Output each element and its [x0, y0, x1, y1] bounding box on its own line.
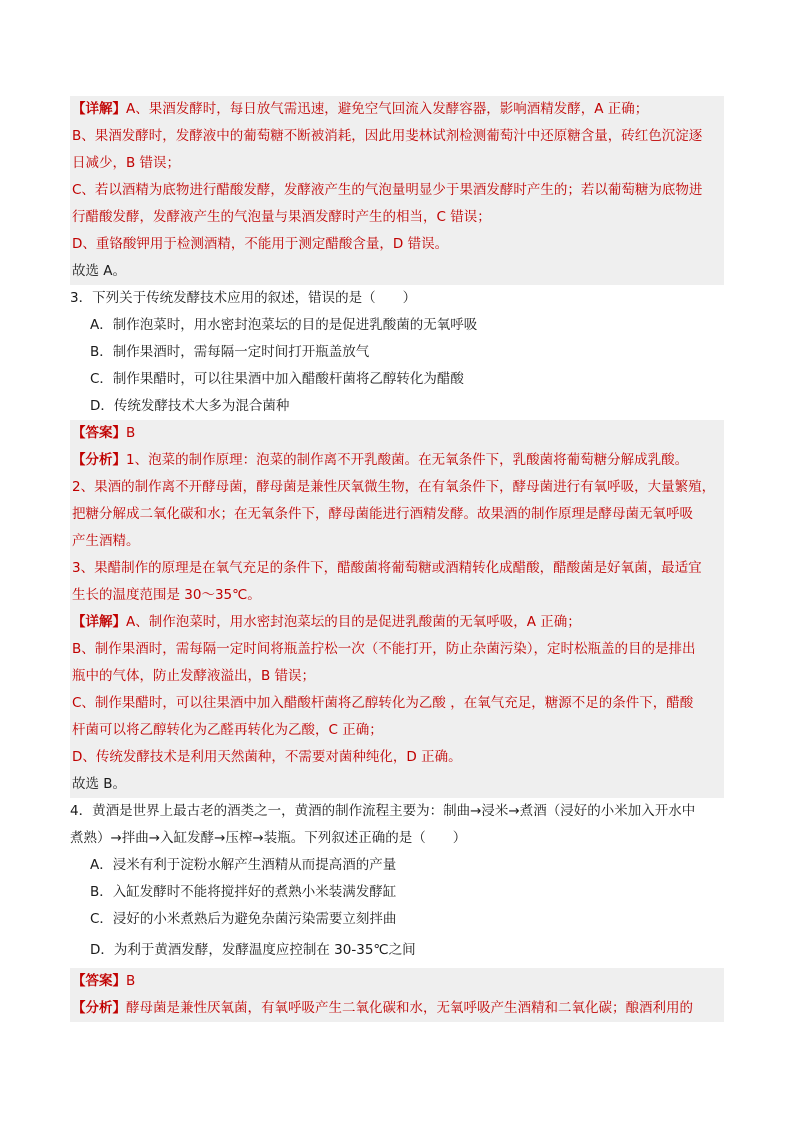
question-3: [70, 285, 724, 420]
detail-line: 【详解】A、果酒发酵时，每日放气需迅速，避免空气回流入发酵容器，影响酒精发酵，A 正确；: [72, 101, 649, 117]
detail-line: B、果酒发酵时，发酵液中的葡萄糖不断被消耗，因此用斐林试剂检测葡萄汁中还原糖含量，砖红色沉淀逐: [72, 128, 703, 144]
document-page: [70, 96, 724, 1022]
detail-line: B、制作果酒时，需每隔一定时间将瓶盖拧松一次（不能打开，防止杂菌污染），定时松瓶盖的目的是排出: [72, 641, 696, 657]
detail-line: D、重铬酸钾用于检测酒精，不能用于测定醋酸含量，D 错误。: [72, 236, 449, 252]
option-d: D．传统发酵技术大多为混合菌种: [90, 398, 290, 414]
conclusion-line: 故选 B。: [72, 776, 127, 792]
analysis-line: 生长的温度范围是 30～35℃。: [72, 587, 261, 603]
option-b: B．入缸发酵时不能将搅拌好的煮熟小米装满发酵缸: [90, 884, 397, 900]
option-a: A．浸米有利于淀粉水解产生酒精从而提高酒的产量: [90, 857, 397, 873]
detail-block-q2: [70, 96, 724, 285]
question-stem: 煮熟）→拌曲→入缸发酵→压榨→装瓶。下列叙述正确的是（ ）: [70, 830, 467, 846]
analysis-line: 产生酒精。: [72, 533, 140, 549]
detail-line: 【详解】A、制作泡菜时，用水密封泡菜坛的目的是促进乳酸菌的无氧呼吸，A 正确；: [72, 614, 581, 630]
detail-line: C、若以酒精为底物进行醋酸发酵，发酵液产生的气泡量明显少于果酒发酵时产生的；若以葡萄糖为底物进: [72, 182, 703, 198]
question-stem: 4．黄酒是世界上最古老的酒类之一，黄酒的制作流程主要为：制曲→浸米→煮酒（浸好的小米加入开水中: [70, 803, 696, 819]
detail-line: 行醋酸发酵，发酵液产生的气泡量与果酒发酵时产生的相当，C 错误；: [72, 209, 491, 225]
question-stem: 3．下列关于传统发酵技术应用的叙述，错误的是（ ）: [70, 290, 417, 306]
answer-line: 【答案】B: [72, 425, 136, 441]
detail-line: 瓶中的气体，防止发酵液溢出，B 错误；: [72, 668, 316, 684]
option-c: C．制作果醋时，可以往果酒中加入醋酸杆菌将乙醇转化为醋酸: [90, 371, 464, 387]
conclusion-line: 故选 A。: [72, 263, 127, 279]
answer-line: 【答案】B: [72, 973, 136, 989]
detail-line: D、传统发酵技术是利用天然菌种，不需要对菌种纯化，D 正确。: [72, 749, 462, 765]
option-c: C．浸好的小米煮熟后为避免杂菌污染需要立刻拌曲: [90, 911, 397, 927]
analysis-line: 把糖分解成二氧化碳和水；在无氧条件下，酵母菌能进行酒精发酵。故果酒的制作原理是酵母菌无氧呼吸: [72, 506, 693, 522]
answer-block-q3: [70, 420, 724, 798]
detail-line: C、制作果醋时，可以往果酒中加入醋酸杆菌将乙醇转化为乙酸 ，在氧气充足，糖源不足的条件下，醋酸: [72, 695, 694, 711]
detail-line: 日减少，B 错误；: [72, 155, 181, 171]
option-b: B．制作果酒时，需每隔一定时间打开瓶盖放气: [90, 344, 370, 360]
analysis-line: 【分析】1、泡菜的制作原理：泡菜的制作离不开乳酸菌。在无氧条件下，乳酸菌将葡萄糖分解成乳酸。: [72, 452, 689, 468]
question-4: [70, 798, 724, 968]
analysis-line: 3、果醋制作的原理是在氧气充足的条件下，醋酸菌将葡萄糖或酒精转化成醋酸，醋酸菌是好氧菌，最适宜: [72, 560, 702, 576]
option-d: D．为利于黄酒发酵，发酵温度应控制在 30-35℃之间: [90, 942, 416, 958]
detail-line: 杆菌可以将乙醇转化为乙醛再转化为乙酸，C 正确；: [72, 722, 383, 738]
option-a: A．制作泡菜时，用水密封泡菜坛的目的是促进乳酸菌的无氧呼吸: [90, 317, 478, 333]
answer-block-q4: [70, 968, 724, 1022]
analysis-line: 2、果酒的制作离不开酵母菌，酵母菌是兼性厌氧微生物，在有氧条件下，酵母菌进行有氧呼吸，大量繁殖，: [72, 479, 716, 495]
analysis-line: 【分析】酵母菌是兼性厌氧菌，有氧呼吸产生二氧化碳和水，无氧呼吸产生酒精和二氧化碳；酿酒利用的: [72, 1000, 693, 1016]
